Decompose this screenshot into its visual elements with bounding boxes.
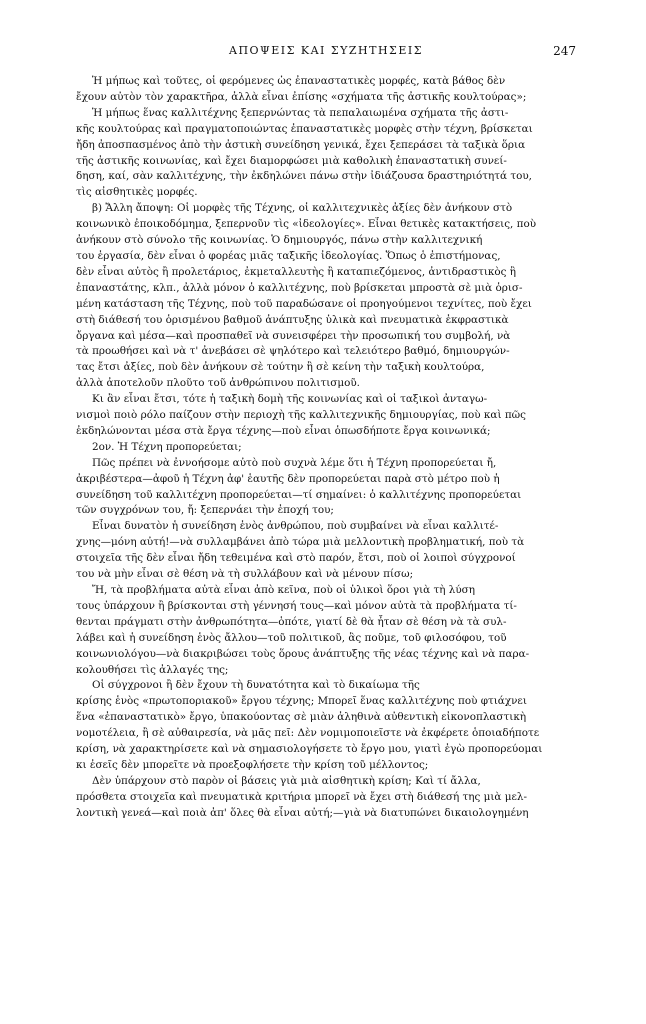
text-line: ἐπαναστάτης, κλπ., ἀλλὰ μόνον ὁ καλλιτέχνης, ποὺ βρίσκεται μπροστὰ σὲ μιὰ ὁρισ- <box>76 281 523 294</box>
text-line: μένη κατάσταση τῆς Τέχνης, ποὺ τοῦ παραδώσανε οἱ προηγούμενοι τεχνίτες, ποὺ ἔχει <box>76 297 532 310</box>
text-line: λοντικὴ γενεά—καὶ ποιὰ ἀπ' ὅλες θὰ εἶναι αὐτή;—γιὰ νὰ διατυπώνει δικαιολογημένη <box>76 806 529 819</box>
text-line: του νὰ μὴν εἶναι σὲ θέση νὰ τὴ συλλάβουν καὶ νὰ μένουν πίσω; <box>76 568 414 581</box>
text-line: Οἱ σύγχρονοι ἢ δὲν ἔχουν τὴ δυνατότητα καὶ τὸ δικαίωμα τῆς <box>92 679 420 692</box>
text-line: τῶν συγχρόνων του, ἤ: ξεπερνάει τὴν ἐποχή του; <box>76 504 334 517</box>
body-text <box>76 74 576 822</box>
text-line: κοινωνιολόγου—νὰ διακριβώσει τοὺς ὅρους ἀνάπτυξης τῆς νέας τέχνης καὶ νὰ παρα- <box>76 647 530 660</box>
text-line: χνης—μόνη αὐτή!—νὰ συλλαμβάνει ἀπὸ τώρα μιὰ μελλοντικὴ προβληματική, ποὺ τὰ <box>76 536 525 549</box>
text-line: β) Ἄλλη ἄποψη: Οἱ μορφὲς τῆς Τέχνης, οἱ καλλιτεχνικὲς ἀξίες δὲν ἀνήκουν στὸ <box>92 202 513 215</box>
text-line: Δὲν ὑπάρχουν στὸ παρὸν οἱ βάσεις γιὰ μιὰ αἰσθητικὴ κρίση; Καὶ τί ἄλλα, <box>92 774 481 787</box>
text-line: του ἐργασία, δὲν εἶναι ὁ φορέας μιᾶς ταξικῆς ἰδεολογίας. Ὅπως ὁ ἐπιστήμονας, <box>76 249 501 262</box>
text-line: ἤδη ἀποσπασμένος ἀπὸ τὴν ἀστικὴ συνείδηση γενικά, ἔχει ξεπεράσει τὰ ταξικὰ ὅρια <box>76 138 526 151</box>
text-line: κρίσης ἑνὸς «πρωτοποριακοῦ» ἔργου τέχνης; Μπορεῖ ἕνας καλλιτέχνης ποὺ φτιάχνει <box>76 695 527 708</box>
text-line: Εἶναι δυνατὸν ἡ συνείδηση ἑνὸς ἀνθρώπου, ποὺ συμβαίνει νὰ εἶναι καλλιτέ- <box>92 520 499 533</box>
text-line: Πῶς πρέπει νὰ ἐννοήσομε αὐτὸ ποὺ συχνὰ λέμε ὅτι ἡ Τέχνη προπορεύεται ἤ, <box>92 456 497 469</box>
running-head: ΑΠΟΨΕΙΣ ΚΑΙ ΣΥΖΗΤΗΣΕΙΣ <box>229 44 423 57</box>
text-line: ὄργανα καὶ μέσα—καὶ προσπαθεῖ νὰ συνεισφέρει τὴν προσωπική του συμβολή, νὰ <box>76 329 511 342</box>
text-line: τους ὑπάρχουν ἢ βρίσκονται στὴ γέννησή τους—καὶ μόνον αὐτὰ τὰ προβλήματα τί- <box>76 599 517 612</box>
text-line: στοιχεῖα τῆς δὲν εἶναι ἤδη τεθειμένα καὶ στὸ παρόν, ἔτσι, ποὺ οἱ λοιποὶ σύγχρονοί <box>76 552 516 565</box>
text-line: τῆς ἀστικῆς κοινωνίας, καὶ ἔχει διαμορφώσει μιὰ καθολικὴ ἐπαναστατικὴ συνεί- <box>76 154 507 167</box>
text-line: νισμοὶ ποιὸ ρόλο παίζουν στὴν περιοχὴ τῆς καλλιτεχνικῆς δημιουργίας, ποὺ καὶ πῶς <box>76 409 526 422</box>
text-line: νομοτέλεια, ἢ σὲ αὐθαιρεσία, νὰ μᾶς πεῖ: Δὲν νομιμοποιεῖστε νὰ ἐκφέρετε ὁποιαδήποτε <box>76 727 540 740</box>
text-line: ἕνα «ἐπαναστατικὸ» ἔργο, ὑπακούοντας σὲ μιὰν ἀληθινὰ αὐθεντικὴ εἰκονοπλαστικὴ <box>76 711 527 724</box>
text-line: κι ἐσεῖς δὲν μπορεῖτε νὰ προεξοφλήσετε τὴν κρίση τοῦ μέλλοντος; <box>76 758 429 771</box>
text-line: κολουθήσει τὶς ἀλλαγές της; <box>76 663 229 676</box>
text-line: ἀνήκουν στὸ σύνολο τῆς κοινωνίας. Ὁ δημιουργός, πάνω στὴν καλλιτεχνική <box>76 234 483 247</box>
text-line: τας ἔτσι ἀξίες, ποὺ δὲν ἀνήκουν σὲ τούτην ἢ σὲ κείνη τὴν ταξικὴ κουλτούρα, <box>76 361 485 374</box>
text-line: ἀλλὰ ἀποτελοῦν πλοῦτο τοῦ ἀνθρώπινου πολιτισμοῦ. <box>76 377 360 390</box>
text-line: ἔχουν αὐτὸν τὸν χαρακτῆρα, ἀλλὰ εἶναι ἐπίσης «σχήματα τῆς ἀστικῆς κουλτούρας»; <box>76 90 527 103</box>
text-line: Ἡ μήπως ἕνας καλλιτέχνης ξεπερνώντας τὰ πεπαλαιωμένα σχήματα τῆς ἀστι- <box>92 106 509 119</box>
text-line: πρόσθετα στοιχεῖα καὶ πνευματικὰ κριτήρια μπορεῖ νὰ ἔχει στὴ διάθεσή της μιὰ μελ- <box>76 790 527 803</box>
text-line: δηση, καί, σὰν καλλιτέχνης, τὴν ἐκδηλώνει πάνω στὴν ἰδιάζουσα δραστηριότητά του, <box>76 170 532 183</box>
text-line: Κι ἂν εἶναι ἔτσι, τότε ἡ ταξικὴ δομὴ τῆς κοινωνίας καὶ οἱ ταξικοὶ ἀνταγω- <box>92 393 488 406</box>
text-line: κρίση, νὰ χαρακτηρίσετε καὶ νὰ σημασιολογήσετε τὸ ἔργο μου, γιατὶ ἐγὼ προπορεύομαι <box>76 743 543 756</box>
text-line: Ἤ, τὰ προβλήματα αὐτὰ εἶναι ἀπὸ κεῖνα, ποὺ οἱ ὑλικοὶ ὅροι γιὰ τὴ λύση <box>92 584 475 596</box>
text-line: τὰ προωθήσει καὶ νὰ τ' ἀνεβάσει σὲ ψηλότερο καὶ τελειότερο βαθμό, δημιουργών- <box>76 345 510 358</box>
page-header <box>76 44 576 62</box>
text-line: λάβει καὶ ἡ συνείδηση ἑνὸς ἄλλου—τοῦ πολιτικοῦ, ἂς ποῦμε, τοῦ φιλοσόφου, τοῦ <box>76 631 507 644</box>
text-line: κοινωνικὸ ἐποικοδόμημα, ξεπερνοῦν τὶς «ἰδεολογίες». Εἶναι θετικὲς κατακτήσεις, ποὺ <box>76 218 537 231</box>
text-line: ἀκριβέστερα—ἀφοῦ ἡ Τέχνη ἀφ' ἑαυτῆς δὲν προπορεύεται παρὰ στὸ μέτρο ποὺ ἡ <box>76 472 500 485</box>
text-line: ἐκδηλώνονται μέσα στὰ ἔργα τέχνης—ποὺ εἶναι ὁπωσδήποτε ἔργα κοινωνικά; <box>76 424 491 437</box>
text-line: δὲν εἶναι αὐτὸς ἢ προλετάριος, ἐκμεταλλευτὴς ἢ καταπιεζόμενος, ἀντιδραστικὸς ἢ <box>76 265 516 278</box>
page-number: 247 <box>553 44 576 58</box>
text-line: 2ον. Ἡ Τέχνη προπορεύεται; <box>92 440 242 453</box>
text-line: συνείδηση τοῦ καλλιτέχνη προπορεύεται—τί σημαίνει: ὁ καλλιτέχνης προπορεύεται <box>76 488 522 501</box>
text-line: θενται πράγματι στὴν ἀνθρωπότητα—ὁπότε, γιατί δὲ θὰ ἦταν σὲ θέση νὰ τὰ συλ- <box>76 615 507 628</box>
text-line: κῆς κουλτούρας καὶ πραγματοποιώντας ἐπαναστατικὲς μορφὲς στὴν τέχνη, βρίσκεται <box>76 122 533 135</box>
text-line: Ἡ μήπως καὶ τοῦτες, οἱ φερόμενες ὡς ἐπαναστατικὲς μορφές, κατὰ βάθος δὲν <box>92 75 506 87</box>
text-line: τὶς αἰσθητικὲς μορφές. <box>76 186 198 199</box>
text-line: στὴ διάθεσή του ὁρισμένου βαθμοῦ ἀνάπτυξης ὑλικὰ καὶ πνευματικὰ ἐκφραστικὰ <box>76 313 509 326</box>
